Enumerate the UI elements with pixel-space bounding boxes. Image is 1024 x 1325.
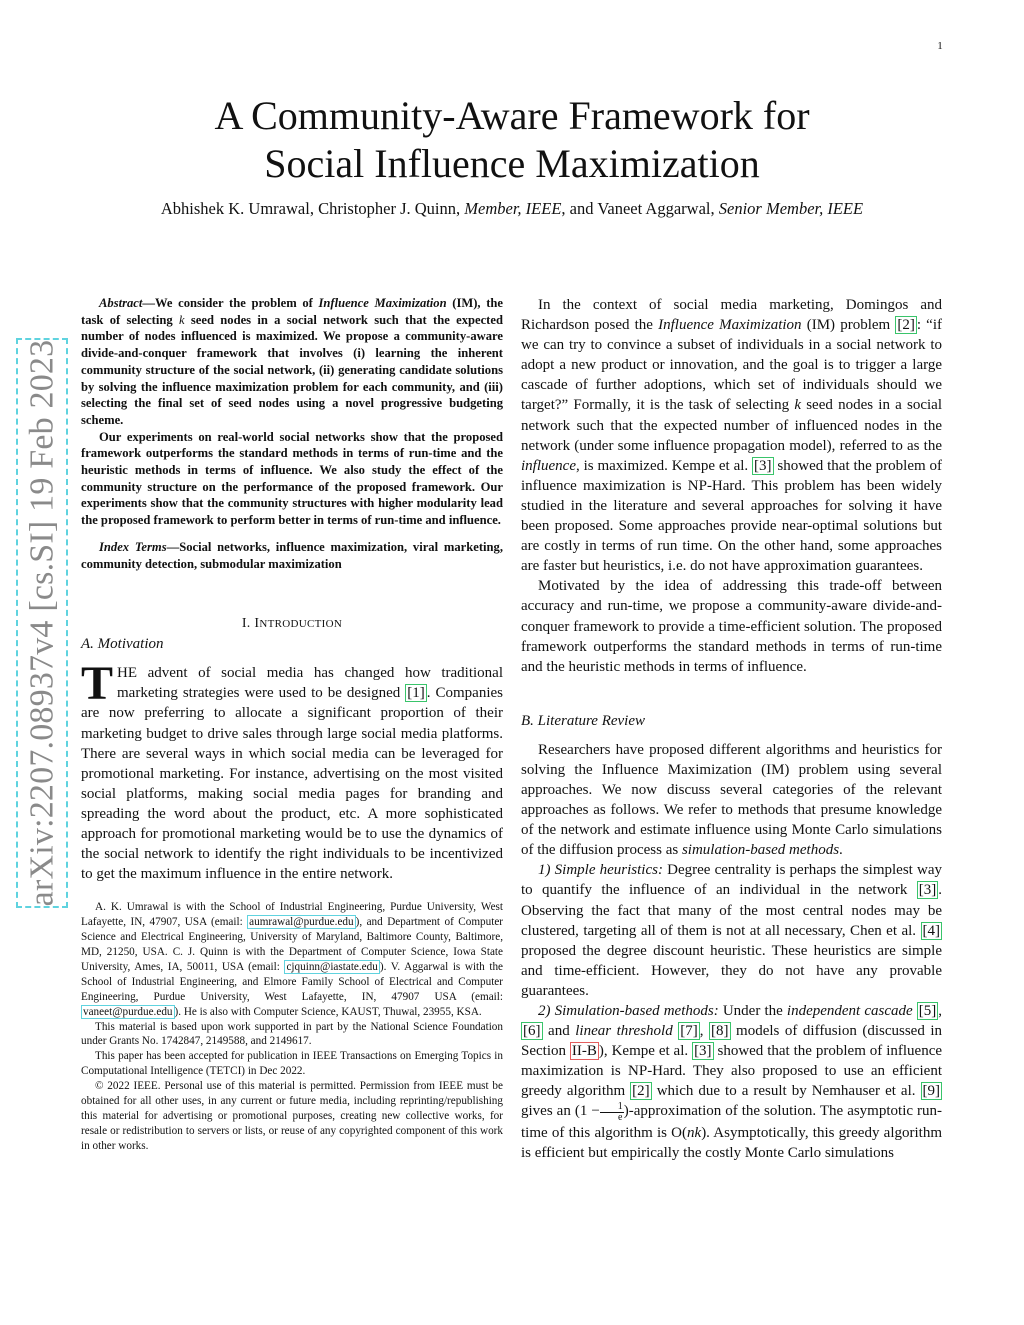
arxiv-identifier-text: arXiv:2207.08937v4 [cs.SI] 19 Feb 2023 (23, 339, 61, 907)
intro-text-b: . Companies are now preferring to allocate a significant proportion of their marketing budget to drive sales through large social media platforms. There are several ways in which social media can be leveraged for promotional marketing. For instance, advertising on the most visited social platforms, making social media pages for branding and spreading the word about the product, etc. A more sophisticated approach for promotional marketing would be to use the dynamics of the social network to identify the right individuals to be incentivized to get the maximum influence in the entire network. (81, 685, 503, 883)
author-names-2: , and Vaneet Aggarwal, (561, 199, 715, 218)
section-numeral: I. (241, 616, 251, 632)
emphasis: independent cascade (786, 1003, 913, 1019)
author-list (0, 199, 1024, 219)
subsection-heading-motivation: A. Motivation (81, 636, 164, 653)
literature-paragraph (521, 740, 942, 861)
text: and (548, 1023, 570, 1040)
footnote-text-d: ). He is also with Computer Science, KAUST, Thuwal, 23955, KSA. (174, 1005, 482, 1018)
text: seed nodes in a social network such that the expected number of influenced nodes in the network (under some influence propagation model), referred to as the (521, 397, 943, 454)
approximation-formula (574, 1100, 629, 1123)
right-column (521, 295, 942, 1163)
section-reference-link[interactable]: II-B (571, 1043, 597, 1060)
author-names-1: Abhishek K. Umrawal, Christopher J. Quinn, (160, 199, 461, 218)
text: Under the (722, 1003, 783, 1019)
abstract-text-c: seed nodes in a social network such that the expected number of nodes influenced is maximized. We propose a community-aware divide-and-conquer framework that involves (i) learning the inherent community structure of the social network, (ii) generating candidate solutions by solving the influence maximization problem for each community, and (iii) selecting the final set of seed nodes using a novel progressive budgeting scheme. (81, 312, 503, 427)
citation-link[interactable]: [6] (523, 1023, 541, 1040)
abstract (81, 295, 503, 529)
footnote-text-a: A. K. Umrawal is with the School of Industrial Engineering, Purdue University, West Lafayette, IN, 47907, USA (email: (81, 901, 503, 929)
text: Degree centrality is perhaps the simplest way to quantify the influence of an individual in the network (521, 862, 942, 899)
abstract-text-b: (IM), the task of selecting (81, 296, 504, 327)
math-k: k (178, 312, 185, 327)
citation-link[interactable]: [1] (407, 685, 425, 702)
footnote-affiliations (81, 900, 503, 1019)
footnote-funding: This material is based upon work supported in part by the National Science Foundation under Grants No. 1742847, 2149588, and 2149617. (81, 1020, 503, 1048)
formula-close: ) (623, 1103, 629, 1120)
emphasis: Influence Maximization (658, 317, 802, 334)
emphasis: linear threshold (575, 1023, 673, 1040)
arxiv-identifier-stamp[interactable] (16, 338, 68, 908)
section-title-rest: NTRODUCTION (259, 618, 343, 631)
text: ), Kempe et al. (598, 1043, 689, 1060)
intro-text-a: HE advent of social media has changed how traditional marketing strategies were used to be designed (117, 665, 503, 702)
abstract-text-a: —We consider the problem of (142, 296, 313, 310)
text: : “if we can try to convince a subset of individuals in a social network to adopt a new product or innovation, and the goal is to trigger a large cascade of further adoptions, which set of individuals should we target?” Formally, it is the task of selecting (521, 317, 942, 414)
subsection-heading-literature-review: B. Literature Review (521, 712, 645, 729)
author-membership-2: Senior Member, IEEE (718, 199, 864, 218)
footnotes (81, 900, 503, 1153)
text: showed that the problem of influence maximization is NP-Hard. This problem has been widely studied in the literature and several approaches for solving it have been proposed. Some approaches provide near-optimal solutions but are costly in terms of run time. On the other hand, some approaches are faster but heuristics, i.e. do not have approximation guarantees. (521, 457, 943, 575)
footnote-copyright: © 2022 IEEE. Personal use of this material is permitted. Permission from IEEE must be obtained for all other uses, in any current or future media, including reprinting/republishing this material for advertising or promotional purposes, creating new collective works, for resale or redistribution to servers or lists, or reuse of any copyrighted component of this work in other works. (81, 1080, 503, 1152)
math-nk: nk (687, 1124, 702, 1141)
text: models of diffusion (discussed in Section (521, 1023, 943, 1060)
paragraph-heading: 2) Simulation-based methods: (538, 1003, 719, 1019)
fraction-denominator: e (618, 1111, 623, 1123)
citation-link[interactable]: [3] (754, 457, 772, 474)
title-line-2: Social Influence Maximization (264, 141, 760, 186)
text: gives an (521, 1103, 571, 1120)
math-k: k (794, 397, 801, 414)
text: proposed the degree discount heuristic. These heuristics are simple and time-efficient. However, they do not have any provable guarantees. (521, 942, 942, 999)
abstract-label: Abstract (99, 296, 143, 310)
fraction-numerator: 1 (600, 1102, 624, 1113)
text: . (839, 842, 843, 859)
citation-link[interactable]: [9] (922, 1083, 940, 1100)
text: , is maximized. Kempe et al. (575, 457, 749, 474)
page-number: 1 (937, 40, 943, 52)
email-link-aggarwal[interactable]: vaneet@purdue.edu (83, 1005, 173, 1018)
im-context-paragraph (521, 295, 942, 576)
text: which due to a result by Nemhauser et al. (656, 1083, 916, 1100)
simulation-methods-paragraph: 2) Simulation-based methods: Under the independent cascade [5] , [6] and linear threshold [7] , [8] models of diffusion (discussed in Section II-B ), Kempe et al. [3] showed that the problem of influence maximization is NP-Hard. They also proposed to use an efficient greedy algorithm [2] which due to a result by Nemhauser et al. [9] gives an (1 − $\frac{1}{e}$ )-approximation of the solution. The asymptotic run-time of this algorithm is O(nk). Asymptotically, this greedy algorithm is efficient but empirically the costly Monte Carlo simulations (521, 1003, 943, 1161)
citation-link[interactable]: [7] (680, 1023, 698, 1040)
citation-link[interactable]: [5] (918, 1003, 937, 1019)
footnote-text-b: ), and Department of Computer Science and Electrical Engineering, University of Maryland, Baltimore County, Baltimore, MD, 21250, USA. C. J. Quinn is with the Department of Computer Science, Iowa State University, Ames, IA, 50011, USA (email: (81, 916, 504, 973)
citation-link[interactable]: [2] (632, 1083, 650, 1100)
text: (IM) problem (806, 317, 891, 334)
citation-link[interactable]: [4] (922, 922, 941, 939)
text: showed that the problem of influence maximization is NP-Hard. They also proposed to use an efficient greedy algorithm (521, 1043, 943, 1100)
citation-link[interactable]: [2] (897, 317, 915, 334)
fraction (600, 1102, 624, 1123)
intro-paragraph (81, 657, 503, 884)
email-link-umrawal[interactable]: aumrawal@purdue.edu (249, 916, 354, 929)
email-link-quinn[interactable]: cjquinn@iastate.edu (286, 960, 378, 973)
citation-link[interactable]: [3] (694, 1043, 712, 1060)
motivation-paragraph: Motivated by the idea of addressing this trade-off between accuracy and run-time, we propose a community-aware divide-and-conquer framework to provide a time-efficient solution. The proposed framework outperforms the standard methods in terms of run-time and the heuristic methods in terms of influence. (521, 578, 942, 675)
text: In the context of social media marketing, Domingos and Richardson posed the (521, 297, 942, 334)
abstract-emphasis: Influence Maximization (318, 296, 447, 310)
emphasis: influence (521, 457, 576, 474)
text: ). Asymptotically, this greedy algorithm is efficient but empirically the costly Monte Carlo simulations (521, 1124, 942, 1161)
title-line-1: A Community-Aware Framework for (214, 93, 810, 138)
formula-open: (1 − (574, 1103, 600, 1120)
citation-link[interactable]: [8] (711, 1023, 729, 1040)
index-terms (81, 539, 503, 572)
footnote-acceptance: This paper has been accepted for publication in IEEE Transactions on Emerging Topics in Computational Intelligence (TETCI) in Dec 2022. (81, 1050, 503, 1078)
drop-cap: T (81, 657, 114, 711)
abstract-paragraph-2: Our experiments on real-world social networks show that the proposed framework outperforms the standard methods in terms of run-time and the heuristic methods in terms of influence. We also study the effect of the community structure on the performance of the proposed framework. Our experiments show that the community structures with higher modularity lead the proposed framework to perform better in terms of run-time and influence. (81, 429, 503, 528)
section-title-initial: I (254, 616, 260, 632)
emphasis: simulation-based methods (681, 842, 840, 859)
text: . Observing the fact that many of the most central nodes may be clustered, targeting all of them is not at all necessary, Chen et al. (521, 882, 942, 939)
left-column (81, 295, 503, 1154)
citation-link[interactable]: [3] (918, 882, 937, 899)
text: Researchers have proposed different algorithms and heuristics for solving the Influence Maximization (IM) problem using several approaches. We now discuss several categories of the relevant approaches as follows. We refer to methods that presume knowledge of the network and estimate influence using Monte Carlo simulations of the diffusion process as (521, 741, 942, 859)
paragraph-heading: 1) Simple heuristics: (538, 862, 663, 879)
index-terms-label: Index Terms (99, 539, 167, 554)
footnote-text-c: ). V. Aggarwal is with the School of Industrial Engineering, and Elmore Family School of Electrical and Computer Engineering, Purdue University, West Lafayette, IN, 47907 USA (email: (81, 960, 503, 1003)
author-membership-1: Member, IEEE (464, 199, 562, 218)
paper-title (0, 92, 1024, 188)
section-heading-introduction (81, 616, 503, 632)
text: -approximation of the solution. The asymptotic run-time of this algorithm is O( (521, 1103, 942, 1141)
simple-heuristics-paragraph (521, 860, 942, 1001)
index-terms-text: —Social networks, influence maximization, viral marketing, community detection, submodular maximization (81, 539, 503, 571)
abstract-paragraph-1 (81, 295, 503, 429)
